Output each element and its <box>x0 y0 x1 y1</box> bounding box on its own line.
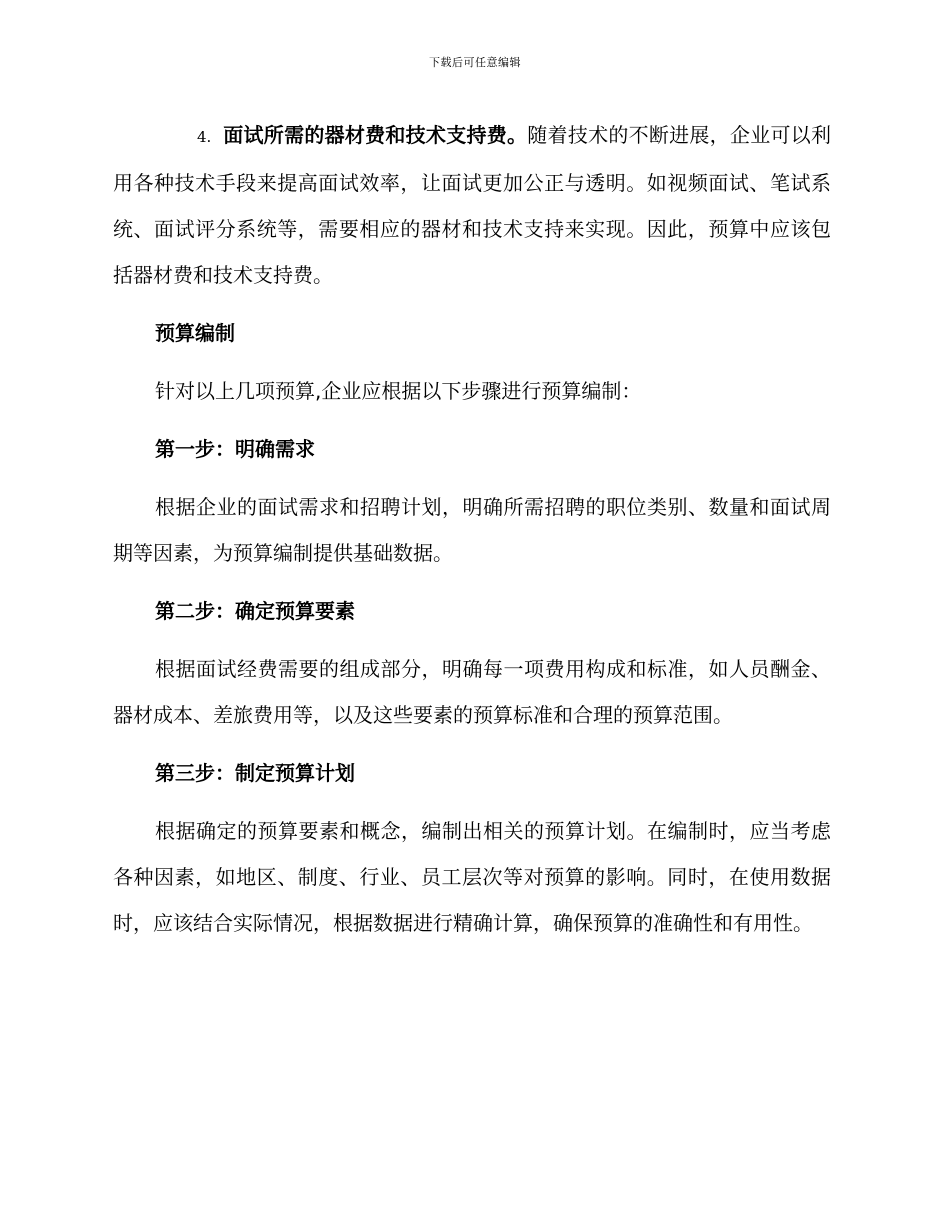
section-title: 预算编制 <box>155 321 235 345</box>
item-4-paragraph <box>113 112 831 298</box>
item-4-title: 面试所需的器材费和技术支持费。 <box>223 123 528 147</box>
step-2-text: 根据面试经费需要的组成部分，明确每一项费用构成和标准，如人员酬金、器材成本、差旅费用等，以及这些要素的预算标准和合理的预算范围。 <box>113 657 831 727</box>
step-3-text: 根据确定的预算要素和概念，编制出相关的预算计划。在编制时，应当考虑各种因素，如地区、制度、行业、员工层次等对预算的影响。同时，在使用数据时，应该结合实际情况，根据数据进行精确计算，确保预算的准确性和有用性。 <box>113 819 831 935</box>
step-1-text: 根据企业的面试需求和招聘计划，明确所需招聘的职位类别、数量和面试周期等因素，为预算编制提供基础数据。 <box>113 495 831 565</box>
item-number: 4. <box>197 128 212 146</box>
document-body <box>113 112 831 946</box>
section-intro: 针对以上几项预算,企业应根据以下步骤进行预算编制： <box>155 379 642 403</box>
header-note: 下载后可任意编辑 <box>429 56 521 69</box>
step-1-title: 第一步：明确需求 <box>155 437 315 461</box>
step-2-title: 第二步：确定预算要素 <box>155 599 355 623</box>
item-4-text: 随着技术的不断进展，企业可以利用各种技术手段来提高面试效率，让面试更加公正与透明。如视频面试、笔试系统、面试评分系统等，需要相应的器材和技术支持来实现。因此，预算中应该包括器材费和技术支持费。 <box>113 123 832 287</box>
step-3-title: 第三步：制定预算计划 <box>155 761 355 785</box>
